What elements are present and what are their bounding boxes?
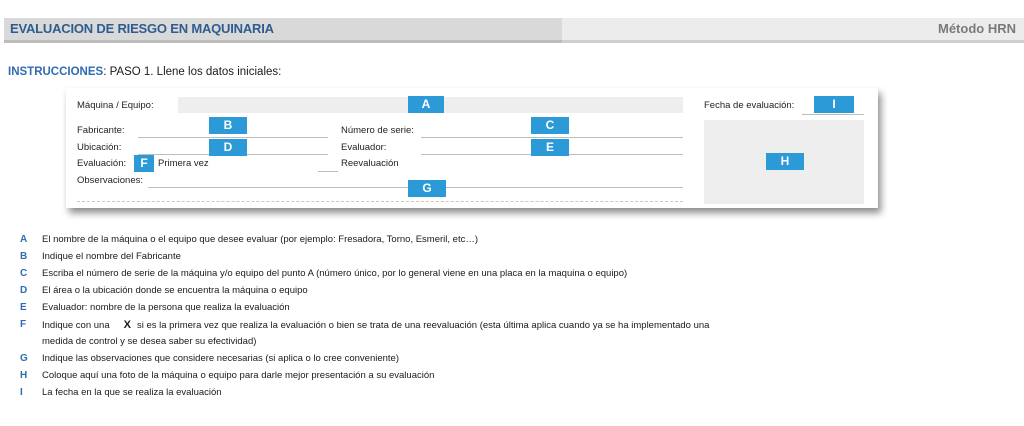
marker-d: D bbox=[209, 139, 247, 156]
marker-c: C bbox=[531, 117, 569, 134]
legend-letter: H bbox=[20, 370, 28, 381]
reevaluation-checkbox-line[interactable] bbox=[318, 171, 338, 172]
x-mark: X bbox=[123, 319, 131, 331]
marker-b: B bbox=[209, 117, 247, 134]
instructions bbox=[8, 66, 281, 78]
legend-text-f bbox=[42, 319, 709, 331]
page-title: EVALUACION DE RIESGO EN MAQUINARIA bbox=[10, 21, 274, 36]
legend-f-continuation: medida de control y se desea saber su efectividad) bbox=[42, 336, 257, 347]
instructions-keyword: INSTRUCCIONES bbox=[8, 66, 104, 78]
legend-text: El área o la ubicación donde se encuentra la máquina o equipo bbox=[42, 285, 308, 296]
marker-i: I bbox=[814, 96, 854, 113]
header-title-band bbox=[4, 18, 562, 43]
marker-g: G bbox=[408, 180, 446, 197]
date-label: Fecha de evaluación: bbox=[704, 100, 795, 111]
machine-label: Máquina / Equipo: bbox=[77, 100, 154, 111]
legend-letter: C bbox=[20, 268, 28, 279]
header-method-band bbox=[562, 18, 1024, 43]
manufacturer-field-line[interactable] bbox=[138, 137, 328, 138]
legend-text: Evaluador: nombre de la persona que realiza la evaluación bbox=[42, 302, 290, 313]
evaluation-label: Evaluación: bbox=[77, 158, 127, 169]
legend-text: Coloque aquí una foto de la máquina o equipo para darle mejor presentación a su evaluación bbox=[42, 370, 435, 381]
legend-letter: I bbox=[20, 387, 23, 398]
manufacturer-label: Fabricante: bbox=[77, 125, 125, 136]
legend-letter: D bbox=[20, 285, 28, 296]
header-bar bbox=[0, 18, 1024, 40]
location-label: Ubicación: bbox=[77, 142, 122, 153]
legend-text: Indique las observaciones que considere necesarias (si aplica o lo cree conveniente) bbox=[42, 353, 399, 364]
legend-letter: G bbox=[20, 353, 28, 364]
form-card bbox=[66, 88, 878, 208]
marker-f[interactable]: F bbox=[134, 155, 154, 172]
reevaluation-label: Reevaluación bbox=[341, 158, 399, 169]
legend-letter: B bbox=[20, 251, 28, 262]
serial-field-line[interactable] bbox=[421, 137, 683, 138]
observations-label: Observaciones: bbox=[77, 175, 144, 186]
legend-letter: E bbox=[20, 302, 27, 313]
marker-a: A bbox=[408, 96, 444, 113]
instructions-text: : PASO 1. Llene los datos iniciales: bbox=[103, 66, 282, 78]
serial-label: Número de serie: bbox=[341, 125, 414, 136]
legend-f-after: si es la primera vez que realiza la evaluación o bien se trata de una reevaluación (esta última aplica cuando ya se ha implementado una bbox=[136, 320, 710, 331]
legend-text: Indique el nombre del Fabricante bbox=[42, 251, 181, 262]
method-label: Método HRN bbox=[938, 21, 1016, 36]
first-time-label: Primera vez bbox=[158, 158, 209, 169]
observations-extra-line bbox=[77, 201, 683, 202]
legend-text: El nombre de la máquina o el equipo que desee evaluar (por ejemplo: Fresadora, Torno, Esmeril, etc…) bbox=[42, 234, 479, 245]
legend-text: Escriba el número de serie de la máquina y/o equipo del punto A (número único, por lo general viene en una placa en la maquina o equipo) bbox=[42, 268, 628, 279]
legend-letter: F bbox=[20, 319, 27, 330]
evaluator-label: Evaluador: bbox=[341, 142, 387, 153]
date-field-line[interactable] bbox=[802, 114, 864, 115]
legend-text: La fecha en la que se realiza la evaluación bbox=[42, 387, 222, 398]
marker-h: H bbox=[766, 153, 804, 170]
marker-e: E bbox=[531, 139, 569, 156]
legend-f-before: Indique con una bbox=[42, 320, 110, 331]
legend-letter: A bbox=[20, 234, 28, 245]
